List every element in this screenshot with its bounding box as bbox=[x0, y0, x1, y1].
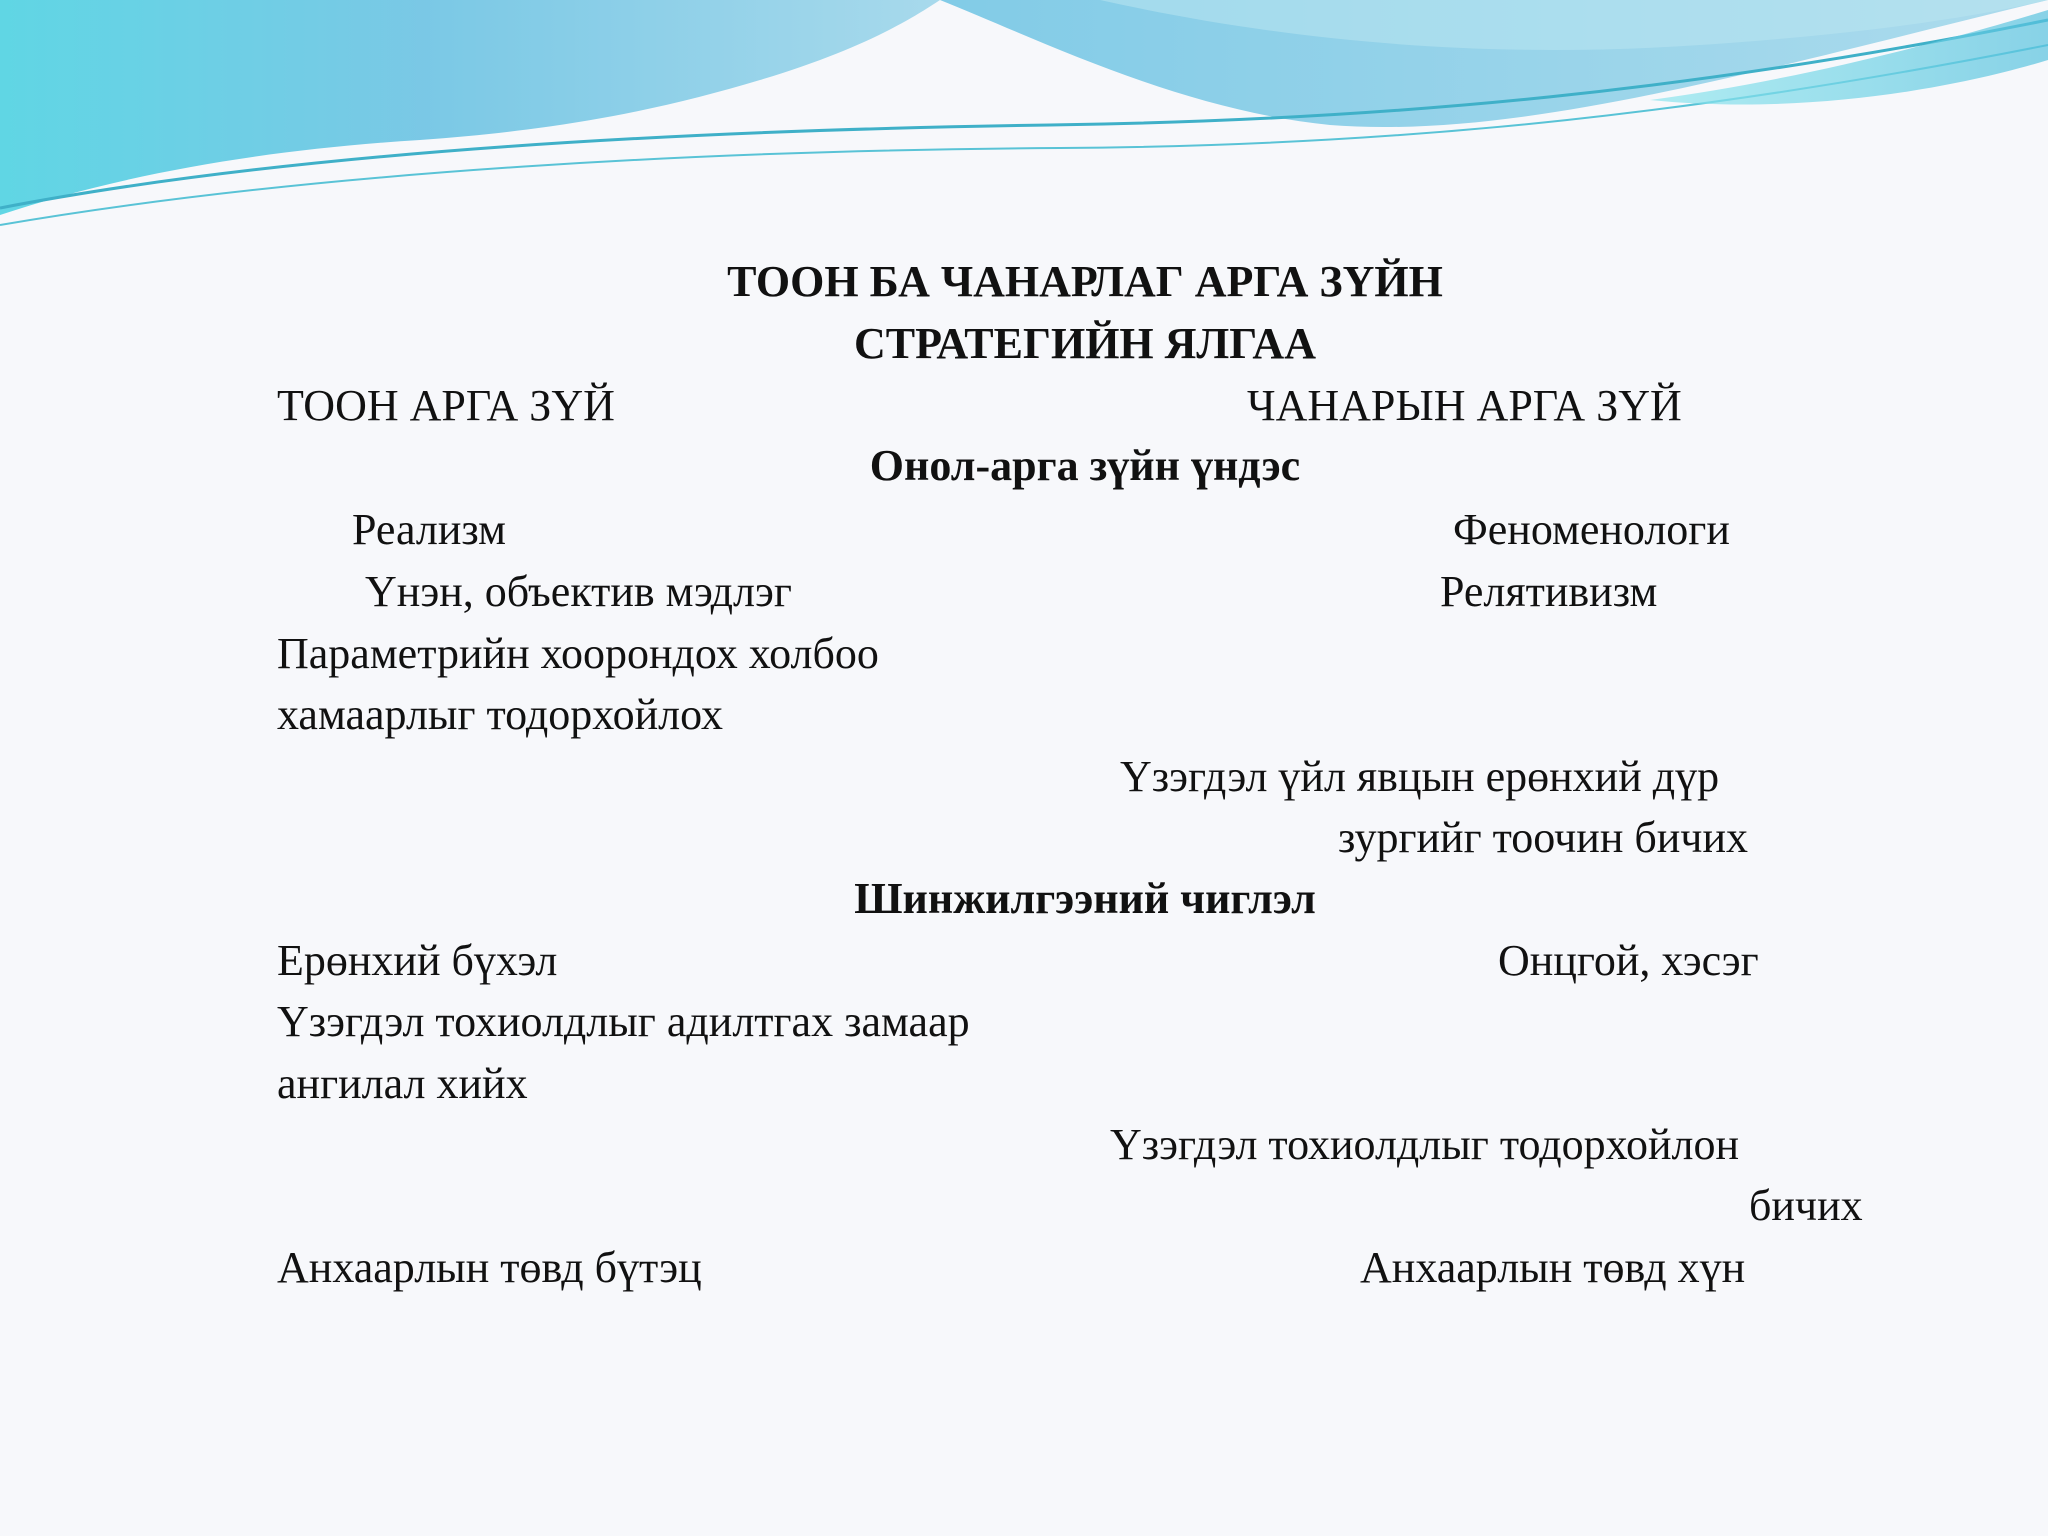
slide-title-line-1: ТООН БА ЧАНАРЛАГ АРГА ЗҮЙН bbox=[727, 257, 1443, 306]
left-item-params-line-2: хамаарлыг тодорхойлох bbox=[277, 690, 724, 739]
right-item-picture-line-2: зургийг тоочин бичих bbox=[1338, 813, 1748, 862]
left-item-focus: Анхаарлын төвд бүтэц bbox=[277, 1243, 702, 1292]
slide-title-line-2: СТРАТЕГИЙН ЯЛГАА bbox=[854, 319, 1316, 368]
section-heading-theory: Онол-арга зүйн үндэс bbox=[869, 441, 1301, 490]
right-item-phenomenology: Феноменологи bbox=[1453, 505, 1730, 554]
right-item-describe-line-2: бичих bbox=[1749, 1181, 1863, 1230]
right-column-header: ЧАНАРЫН АРГА ЗҮЙ bbox=[1247, 381, 1682, 430]
right-item-relativism: Релятивизм bbox=[1440, 567, 1658, 616]
section-heading-analysis: Шинжилгээний чиглэл bbox=[854, 874, 1316, 923]
left-item-truth: Үнэн, объектив мэдлэг bbox=[365, 567, 792, 616]
left-item-params-line-1: Параметрийн хоорондох холбоо bbox=[277, 629, 879, 678]
left-item-realism: Реализм bbox=[352, 505, 506, 554]
left-item-classify-line-2: ангилал хийх bbox=[277, 1059, 528, 1108]
left-item-general: Ерөнхий бүхэл bbox=[277, 936, 558, 985]
right-item-picture-line-1: Үзэгдэл үйл явцын ерөнхий дүр bbox=[1120, 752, 1720, 801]
right-item-focus: Анхаарлын төвд хүн bbox=[1360, 1243, 1746, 1292]
left-item-classify-line-1: Үзэгдэл тохиолдлыг адилтгах замаар bbox=[277, 997, 970, 1046]
left-column-header: ТООН АРГА ЗҮЙ bbox=[277, 381, 615, 430]
right-item-specific: Онцгой, хэсэг bbox=[1498, 936, 1759, 985]
right-item-describe-line-1: Үзэгдэл тохиолдлыг тодорхойлон bbox=[1110, 1120, 1739, 1169]
